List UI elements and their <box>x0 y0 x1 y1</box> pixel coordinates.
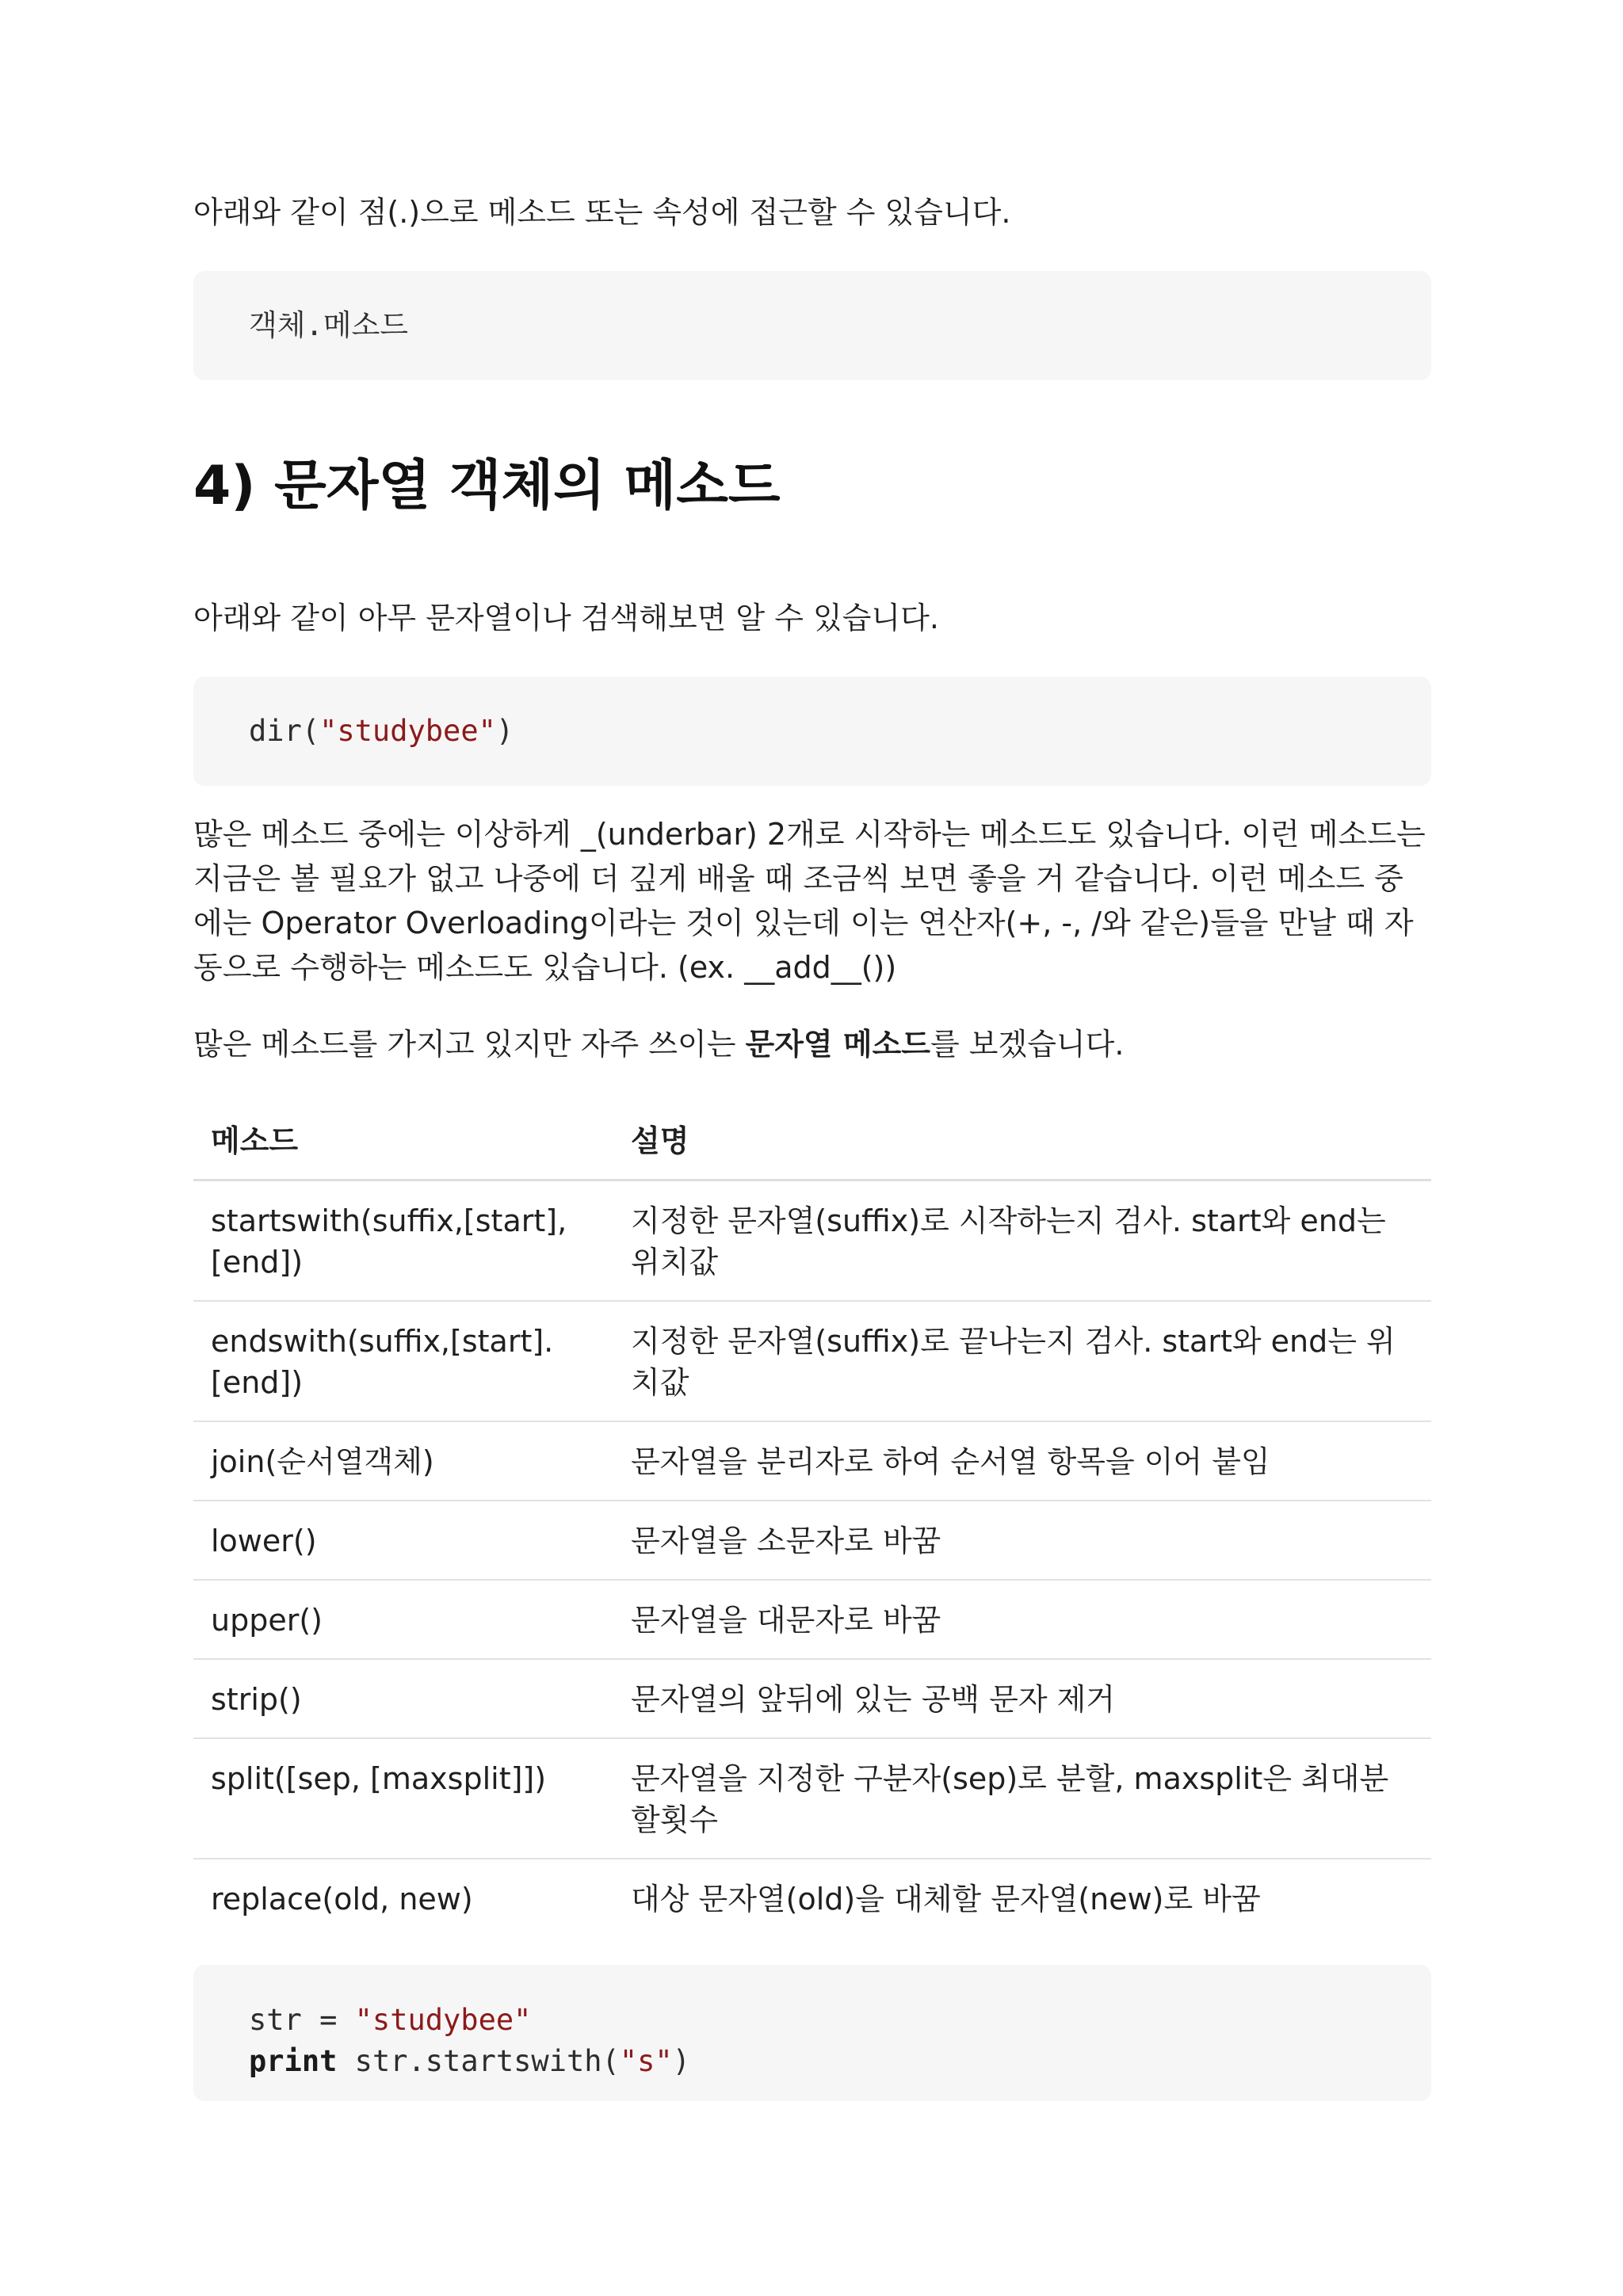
code-keyword-print: print <box>249 2044 338 2078</box>
intro-after: 를 보겠습니다. <box>930 1027 1125 1062</box>
method-cell: replace(old, new) <box>211 1882 473 1917</box>
section-title: 4) 문자열 객체의 메소드 <box>193 455 781 517</box>
description-cell: 지정한 문자열(suffix)로 시작하는지 검사. start와 end는 위치값 <box>613 1180 1431 1302</box>
dunder-methods-paragraph: 많은 메소드 중에는 이상하게 _(underbar) 2개로 시작하는 메소드도 있습니다. 이런 메소드는 지금은 볼 필요가 없고 나중에 더 깊게 배울 때 조금씩 보면 좋을 거 같습니다. 이런 메소드 중에는 Operator Overloading이라는 것이 있는데 이는 연산자(+, -, /와 같은)들을 만날 때 자동으로 수행하는 메소드도 있습니다. (ex. __add__()) <box>193 817 1426 985</box>
intro-before: 많은 메소드를 가지고 있지만 자주 쓰이는 <box>193 1027 746 1062</box>
method-cell: lower() <box>193 1501 613 1580</box>
description-cell: 문자열을 대문자로 바꿈 <box>613 1580 1431 1659</box>
code-call: str.startswith( <box>337 2044 620 2078</box>
table-row <box>193 1301 1431 1421</box>
code-block-dir <box>193 677 1431 786</box>
search-instruction-text: 아래와 같이 아무 문자열이나 검색해보면 알 수 있습니다. <box>193 601 939 635</box>
table-row <box>193 1738 1431 1859</box>
table-row <box>193 1659 1431 1738</box>
code-line: 객체.메소드 <box>249 308 408 342</box>
table-header-row <box>193 1097 1431 1180</box>
code-line-1 <box>249 2000 1431 2041</box>
code-line-2 <box>249 2041 1431 2082</box>
method-cell: strip() <box>193 1659 613 1738</box>
description-cell: 지정한 문자열(suffix)로 끝나는지 검사. start와 end는 위치값 <box>613 1301 1431 1421</box>
code-dir-prefix: dir( <box>249 714 320 748</box>
code-dir-suffix: ) <box>495 714 514 748</box>
description-cell: 문자열을 지정한 구분자(sep)로 분할, maxsplit은 최대분할횟수 <box>613 1738 1431 1859</box>
header-description: 설명 <box>613 1097 1431 1180</box>
method-cell: startswith(suffix,[start],[end]) <box>193 1180 613 1302</box>
method-cell: upper() <box>193 1580 613 1659</box>
intro-text: 아래와 같이 점(.)으로 메소드 또는 속성에 접근할 수 있습니다. <box>193 195 1011 230</box>
code-assign: str = <box>249 2003 355 2037</box>
header-method: 메소드 <box>193 1097 613 1180</box>
string-methods-intro <box>193 1022 1431 1066</box>
code-close-paren: ) <box>672 2044 690 2078</box>
code-string-s: "s" <box>619 2044 673 2078</box>
description-cell: 문자열을 분리자로 하여 순서열 항목을 이어 붙임 <box>613 1421 1431 1501</box>
string-methods-table <box>193 1097 1431 1937</box>
method-cell: endswith(suffix,[start].[end]) <box>193 1301 613 1421</box>
description-cell: 대상 문자열(old)을 대체할 문자열(new)로 바꿈 <box>631 1882 1261 1917</box>
table-row <box>193 1421 1431 1501</box>
table-row <box>193 1580 1431 1659</box>
code-string-studybee: "studybee" <box>354 2003 532 2037</box>
intro-bold: 문자열 메소드 <box>745 1027 930 1062</box>
description-cell: 문자열의 앞뒤에 있는 공백 문자 제거 <box>613 1659 1431 1738</box>
table-row <box>193 1501 1431 1580</box>
description-cell: 문자열을 소문자로 바꿈 <box>613 1501 1431 1580</box>
table-row <box>193 1859 1431 1937</box>
code-dir-string: "studybee" <box>319 714 496 748</box>
method-cell: join(순서열객체) <box>193 1421 613 1501</box>
code-block-object-method <box>193 271 1431 380</box>
table-row <box>193 1180 1431 1302</box>
method-cell: split([sep, [maxsplit]]) <box>193 1738 613 1859</box>
code-block-startswith <box>193 1965 1431 2101</box>
